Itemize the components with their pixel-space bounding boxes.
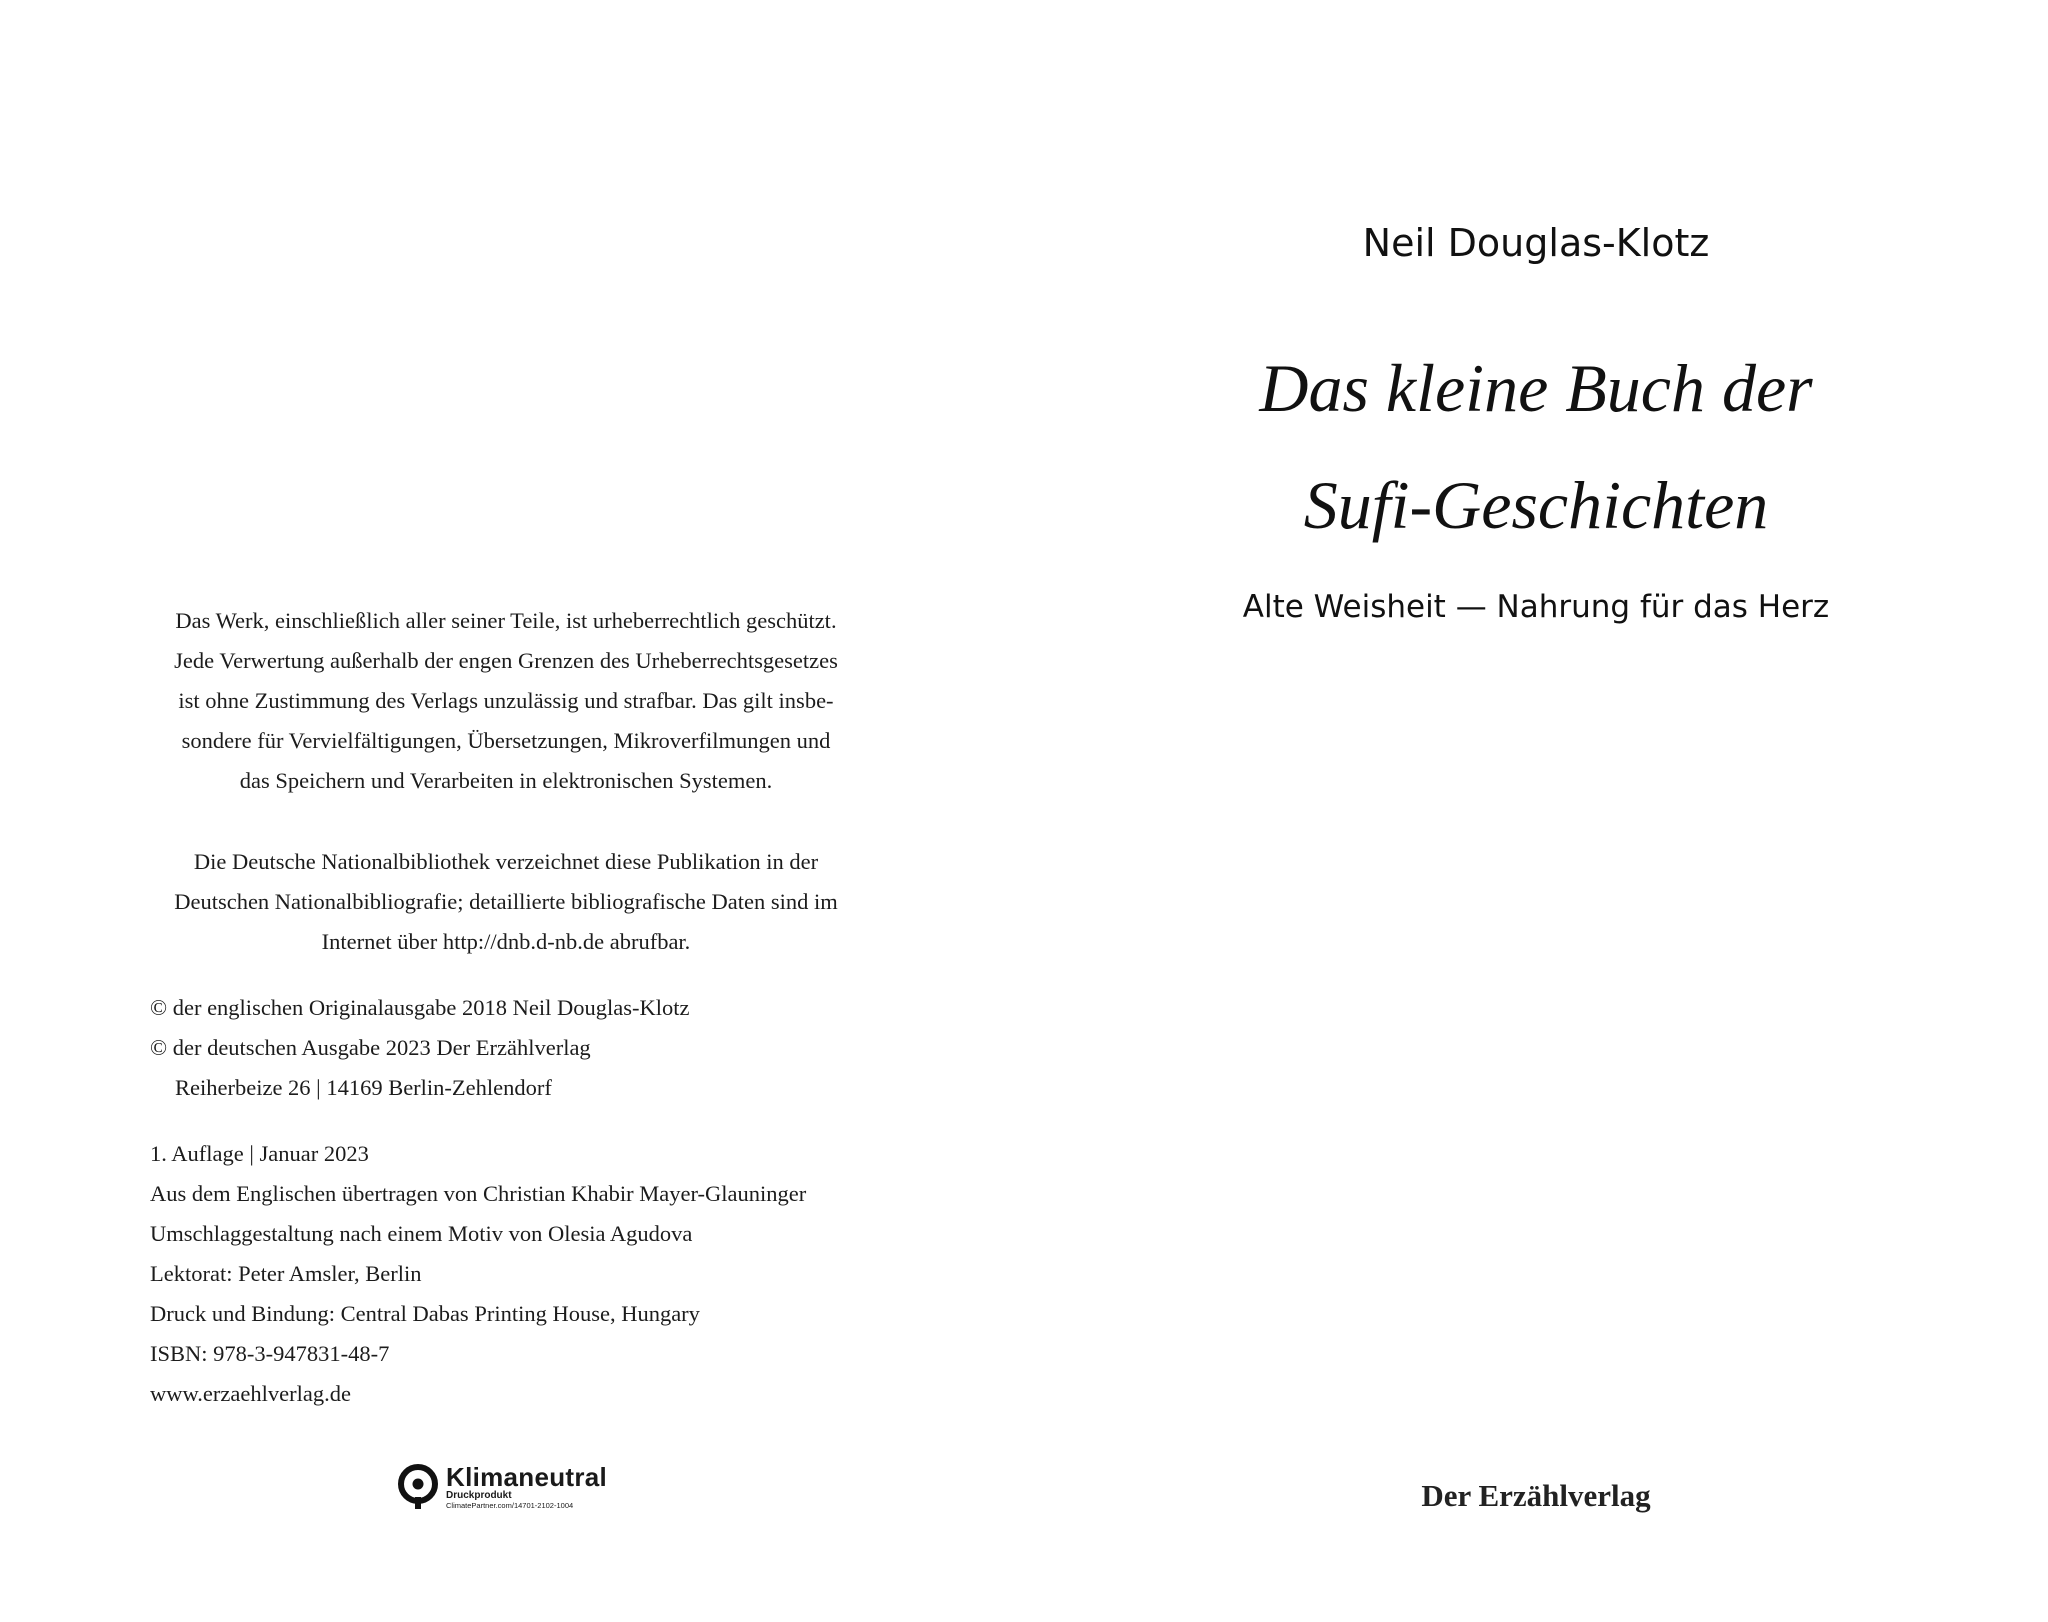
book-title-line: Sufi-Geschichten [1303,467,1769,543]
author-name: Neil Douglas-Klotz [1362,221,1710,265]
national-library-notice [150,842,862,962]
copyright-line: © der deutschen Ausgabe 2023 Der Erzählverlag [150,1035,591,1060]
edition-line: 1. Auflage | Januar 2023 [150,1141,369,1166]
legal-line: das Speichern und Verarbeiten in elektronischen Systemen. [239,768,773,793]
climate-badge-subtitle: Druckprodukt [446,1490,512,1501]
climate-badge-id: ClimatePartner.com/14701-2102-1004 [446,1501,574,1510]
isbn-line: ISBN: 978-3-947831-48-7 [150,1341,390,1366]
climate-neutral-badge [396,1461,607,1513]
legal-line: sondere für Vervielfältigungen, Übersetzungen, Mikroverfilmungen und [181,728,831,753]
cover-design-line: Umschlaggestaltung nach einem Motiv von Olesia Agudova [150,1221,693,1246]
climate-badge-text [446,1464,607,1510]
copyright-block [150,988,862,1108]
book-title [1024,330,2048,564]
printer-line: Druck und Bindung: Central Dabas Printing House, Hungary [150,1301,700,1326]
legal-line: ist ohne Zustimmung des Verlags unzulässig und strafbar. Das gilt insbe- [178,688,834,713]
edition-details [150,1134,862,1414]
climate-badge-title: Klimaneutral [446,1462,608,1492]
nationalbib-line: Internet über http://dnb.d-nb.de abrufbar. [321,929,691,954]
publisher-name: Der Erzählverlag [1421,1478,1651,1513]
book-subtitle: Alte Weisheit — Nahrung für das Herz [1242,589,1830,625]
title-page [1024,0,2048,1622]
legal-line: Jede Verwertung außerhalb der engen Grenzen des Urheberrechtsgesetzes [174,648,838,673]
publisher-address: Reiherbeize 26 | 14169 Berlin-Zehlendorf [175,1075,552,1100]
climatepartner-logo-icon [396,1464,440,1510]
translator-line: Aus dem Englischen übertragen von Christian Khabir Mayer-Glauninger [150,1181,807,1206]
nationalbib-line: Die Deutsche Nationalbibliothek verzeichnet diese Publikation in der [193,849,819,874]
editor-line: Lektorat: Peter Amsler, Berlin [150,1261,422,1286]
website-line: www.erzaehlverlag.de [150,1381,351,1406]
book-title-line: Das kleine Buch der [1259,350,1813,426]
copyright-line: © der englischen Originalausgabe 2018 Neil Douglas-Klotz [150,995,690,1020]
nationalbib-line: Deutschen Nationalbibliografie; detaillierte bibliografische Daten sind im [174,889,838,914]
legal-line: Das Werk, einschließlich aller seiner Teile, ist urheberrechtlich geschützt. [175,608,837,633]
copyright-notice [150,601,862,801]
